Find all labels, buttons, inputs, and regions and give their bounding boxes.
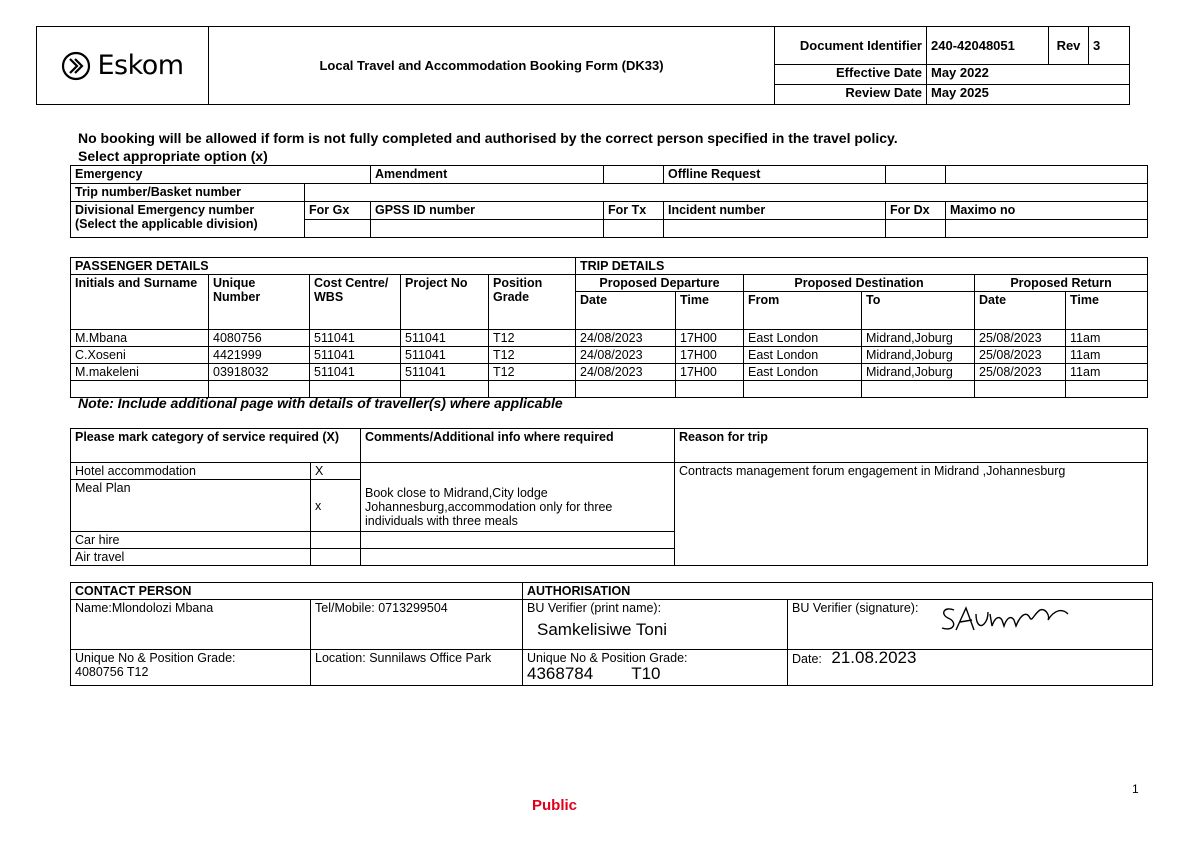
for-gx-checkbox[interactable] [305, 220, 371, 238]
offline-request-checkbox[interactable] [886, 166, 946, 184]
contact-unique-grade-label: Unique No & Position Grade: [75, 651, 236, 665]
table-row [71, 347, 1148, 364]
col-unique-number: Unique Number [209, 275, 310, 330]
col-from: From [744, 292, 862, 330]
cell-name[interactable]: M.Mbana [71, 330, 209, 347]
cell-dep-time[interactable]: 17H00 [676, 364, 744, 381]
contact-person-heading: CONTACT PERSON [71, 583, 523, 600]
emergency-label: Emergency [71, 166, 371, 184]
cell-name[interactable]: C.Xoseni [71, 347, 209, 364]
cell-dep-date[interactable]: 24/08/2023 [576, 364, 676, 381]
for-dx-label: For Dx [886, 202, 946, 220]
bu-verifier-name[interactable]: Samkelisiwe Toni [537, 620, 668, 639]
air-travel-mark[interactable] [311, 549, 361, 566]
authorisation-heading: AUTHORISATION [523, 583, 1153, 600]
service-category-heading: Please mark category of service required (X) [71, 429, 361, 463]
reason-heading: Reason for trip [675, 429, 1148, 463]
doc-identifier-label: Document Identifier [775, 27, 927, 65]
cell-ret-time[interactable]: 11am [1066, 364, 1148, 381]
hotel-accommodation-label: Hotel accommodation [71, 463, 311, 480]
contact-unique-cell [71, 650, 311, 686]
proposed-return-heading: Proposed Return [975, 275, 1148, 292]
contact-name[interactable]: Name:Mlondolozi Mbana [71, 600, 311, 650]
divisional-emergency-label [71, 202, 305, 238]
for-tx-checkbox[interactable] [604, 220, 664, 238]
cell-grade[interactable]: T12 [489, 347, 576, 364]
cell-empty[interactable] [1066, 381, 1148, 398]
auth-date-value[interactable]: 21.08.2023 [831, 649, 917, 667]
col-position-grade: Position Grade [489, 275, 576, 330]
contact-authorisation-table [70, 582, 1153, 686]
booking-notice: No booking will be allowed if form is not fully completed and authorised by the correct person specified in the travel policy. [78, 130, 898, 146]
cell-from[interactable]: East London [744, 330, 862, 347]
cell-project[interactable]: 511041 [401, 330, 489, 347]
car-hire-label: Car hire [71, 532, 311, 549]
auth-unique-grade-label: Unique No & Position Grade: [527, 651, 688, 665]
car-hire-comment[interactable] [361, 532, 675, 549]
col-departure-date: Date [576, 292, 676, 330]
col-return-time: Time [1066, 292, 1148, 330]
rev-label: Rev [1049, 27, 1089, 65]
document-header [36, 26, 1130, 105]
review-date-label: Review Date [775, 85, 927, 105]
doc-identifier-value: 240-42048051 [927, 27, 1049, 65]
divisional-emergency-text: Divisional Emergency number [75, 203, 255, 217]
cell-empty[interactable] [576, 381, 676, 398]
col-return-date: Date [975, 292, 1066, 330]
reason-text[interactable]: Contracts management forum engagement in Midrand ,Johannesburg [675, 463, 1148, 566]
eskom-logo-icon [61, 51, 91, 81]
logo-text: Eskom [97, 49, 184, 81]
incident-number-field[interactable] [664, 220, 886, 238]
trip-number-label: Trip number/Basket number [71, 184, 305, 202]
comments-text[interactable]: Book close to Midrand,City lodge Johannesburg,accommodation only for three individuals with three meals [361, 463, 675, 532]
cell-to[interactable]: Midrand,Joburg [862, 347, 975, 364]
cell-dep-time[interactable]: 17H00 [676, 330, 744, 347]
contact-unique-grade-value[interactable]: 4080756 T12 [75, 665, 149, 679]
select-option-instruction: Select appropriate option (x) [78, 148, 268, 164]
bu-verifier-signature-cell [788, 600, 1153, 650]
col-project-no: Project No [401, 275, 489, 330]
air-travel-comment [361, 549, 675, 566]
auth-date-label: Date: [792, 652, 822, 666]
meal-plan-mark[interactable]: x [311, 480, 361, 532]
cell-empty[interactable] [975, 381, 1066, 398]
cell-ret-time[interactable]: 11am [1066, 330, 1148, 347]
effective-date-value: May 2022 [927, 65, 1130, 85]
proposed-destination-heading: Proposed Destination [744, 275, 975, 292]
cell-to[interactable]: Midrand,Joburg [862, 364, 975, 381]
table-row [71, 330, 1148, 347]
cell-name[interactable]: M.makeleni [71, 364, 209, 381]
auth-grade: T10 [631, 664, 661, 683]
cell-empty[interactable] [676, 381, 744, 398]
page-title: Local Travel and Accommodation Booking Form (DK33) [209, 27, 775, 105]
gpss-id-field[interactable] [371, 220, 604, 238]
col-initials-surname: Initials and Surname [71, 275, 209, 330]
cell-cost[interactable]: 511041 [310, 364, 401, 381]
auth-date-cell [788, 650, 1153, 686]
gpss-id-label: GPSS ID number [371, 202, 604, 220]
contact-tel[interactable]: Tel/Mobile: 0713299504 [311, 600, 523, 650]
cell-project[interactable]: 511041 [401, 347, 489, 364]
cell-cost[interactable]: 511041 [310, 347, 401, 364]
cell-ret-date[interactable]: 25/08/2023 [975, 347, 1066, 364]
incident-number-label: Incident number [664, 202, 886, 220]
cell-ret-time[interactable]: 11am [1066, 347, 1148, 364]
amendment-label: Amendment [371, 166, 604, 184]
cell-unique[interactable]: 4080756 [209, 330, 310, 347]
signature-icon[interactable] [936, 600, 1086, 640]
service-table [70, 428, 1148, 566]
cell-empty[interactable] [862, 381, 975, 398]
for-gx-label: For Gx [305, 202, 371, 220]
select-division-text: (Select the applicable division) [75, 217, 258, 231]
options-blank-cell [946, 166, 1148, 184]
cell-dep-time[interactable]: 17H00 [676, 347, 744, 364]
options-table [70, 165, 1148, 238]
proposed-departure-heading: Proposed Departure [576, 275, 744, 292]
traveller-note: Note: Include additional page with details of traveller(s) where applicable [78, 395, 563, 411]
trip-details-heading: TRIP DETAILS [576, 258, 1148, 275]
bu-verifier-print-cell [523, 600, 788, 650]
cell-empty[interactable] [744, 381, 862, 398]
for-dx-checkbox[interactable] [886, 220, 946, 238]
cell-from[interactable]: East London [744, 364, 862, 381]
col-departure-time: Time [676, 292, 744, 330]
cell-project[interactable]: 511041 [401, 364, 489, 381]
cell-from[interactable]: East London [744, 347, 862, 364]
cell-unique[interactable]: 4421999 [209, 347, 310, 364]
meal-plan-label: Meal Plan [71, 480, 311, 532]
auth-unique-no: 4368784 [527, 664, 594, 683]
cell-ret-date[interactable]: 25/08/2023 [975, 330, 1066, 347]
cell-grade[interactable]: T12 [489, 364, 576, 381]
maximo-no-field[interactable] [946, 220, 1148, 238]
for-tx-label: For Tx [604, 202, 664, 220]
amendment-checkbox[interactable] [604, 166, 664, 184]
auth-unique-cell [523, 650, 788, 686]
cell-dep-date[interactable]: 24/08/2023 [576, 347, 676, 364]
bu-verifier-print-label: BU Verifier (print name): [527, 601, 662, 615]
cell-grade[interactable]: T12 [489, 330, 576, 347]
car-hire-mark[interactable] [311, 532, 361, 549]
col-cost-centre: Cost Centre/ WBS [310, 275, 401, 330]
cell-ret-date[interactable]: 25/08/2023 [975, 364, 1066, 381]
cell-dep-date[interactable]: 24/08/2023 [576, 330, 676, 347]
effective-date-label: Effective Date [775, 65, 927, 85]
air-travel-label: Air travel [71, 549, 311, 566]
passenger-trip-table [70, 257, 1148, 398]
page-number: 1 [1132, 782, 1139, 796]
review-date-value: May 2025 [927, 85, 1130, 105]
passenger-details-heading: PASSENGER DETAILS [71, 258, 576, 275]
hotel-accommodation-mark[interactable]: X [311, 463, 361, 480]
col-to: To [862, 292, 975, 330]
offline-request-label: Offline Request [664, 166, 886, 184]
classification-label: Public [532, 797, 578, 814]
rev-value: 3 [1089, 27, 1130, 65]
trip-number-field[interactable] [305, 184, 1148, 202]
cell-cost[interactable]: 511041 [310, 330, 401, 347]
logo-cell [37, 27, 209, 105]
cell-to[interactable]: Midrand,Joburg [862, 330, 975, 347]
cell-unique[interactable]: 03918032 [209, 364, 310, 381]
maximo-no-label: Maximo no [946, 202, 1148, 220]
contact-location[interactable]: Location: Sunnilaws Office Park [311, 650, 523, 686]
bu-verifier-signature-label: BU Verifier (signature): [792, 601, 919, 615]
table-row [71, 364, 1148, 381]
comments-heading: Comments/Additional info where required [361, 429, 675, 463]
auth-unique-grade-value[interactable] [527, 665, 783, 683]
